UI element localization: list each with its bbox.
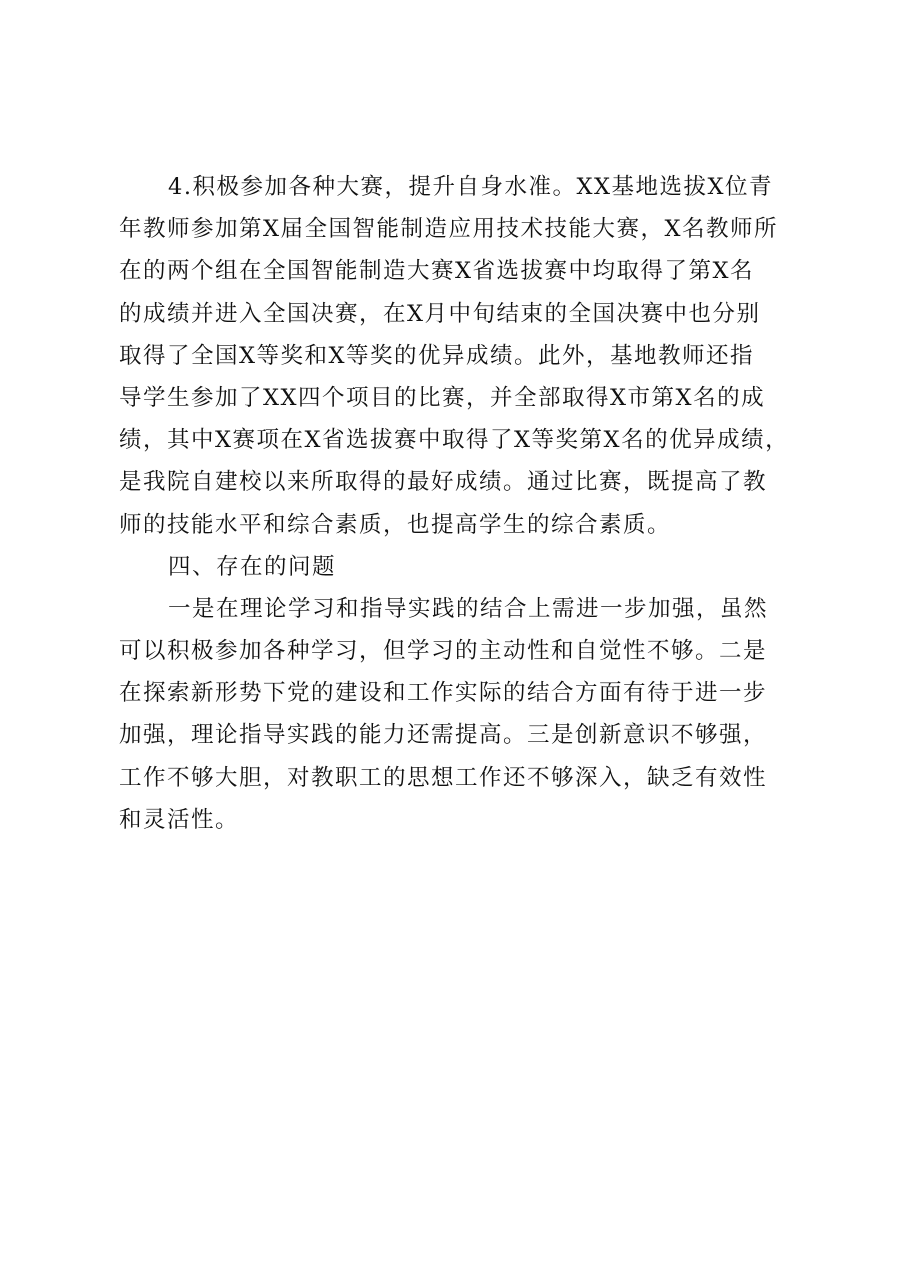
section-heading: 四、存在的问题 [168, 553, 337, 580]
text-line: 绩，其中X赛项在X省选拔赛中取得了X等奖第X名的优异成绩， [119, 427, 790, 454]
document-body [119, 166, 819, 841]
text-line: 加强，理论指导实践的能力还需提高。三是创新意识不够强， [119, 722, 768, 749]
text-line: 导学生参加了XX四个项目的比赛，并全部取得X市第X名的成 [119, 384, 766, 411]
text-line: 工作不够大胆，对教职工的思想工作还不够深入，缺乏有效性 [119, 764, 768, 791]
text-line: 在的两个组在全国智能制造大赛X省选拔赛中均取得了第X名 [119, 258, 755, 285]
text-line: 和灵活性。 [119, 806, 240, 833]
paragraph-problems [119, 588, 819, 841]
text-line: 是我院自建校以来所取得的最好成绩。通过比赛，既提高了教 [119, 469, 768, 496]
text-line: 一是在理论学习和指导实践的结合上需进一步加强，虽然 [168, 595, 769, 622]
text-line: 4.积极参加各种大赛，提升自身水准。XX基地选拔X位青 [168, 174, 774, 200]
text-line: 在探索新形势下党的建设和工作实际的结合方面有待于进一步 [119, 680, 768, 707]
text-line: 可以积极参加各种学习，但学习的主动性和自觉性不够。二是 [119, 638, 768, 665]
text-line: 年教师参加第X届全国智能制造应用技术技能大赛，X名教师所 [119, 216, 779, 243]
text-line: 的成绩并进入全国决赛，在X月中旬结束的全国决赛中也分别 [119, 300, 761, 327]
text-line: 师的技能水平和综合素质，也提高学生的综合素质。 [119, 511, 672, 538]
text-line: 取得了全国X等奖和X等奖的优异成绩。此外，基地教师还指 [119, 342, 755, 369]
paragraph-competitions [119, 166, 819, 546]
